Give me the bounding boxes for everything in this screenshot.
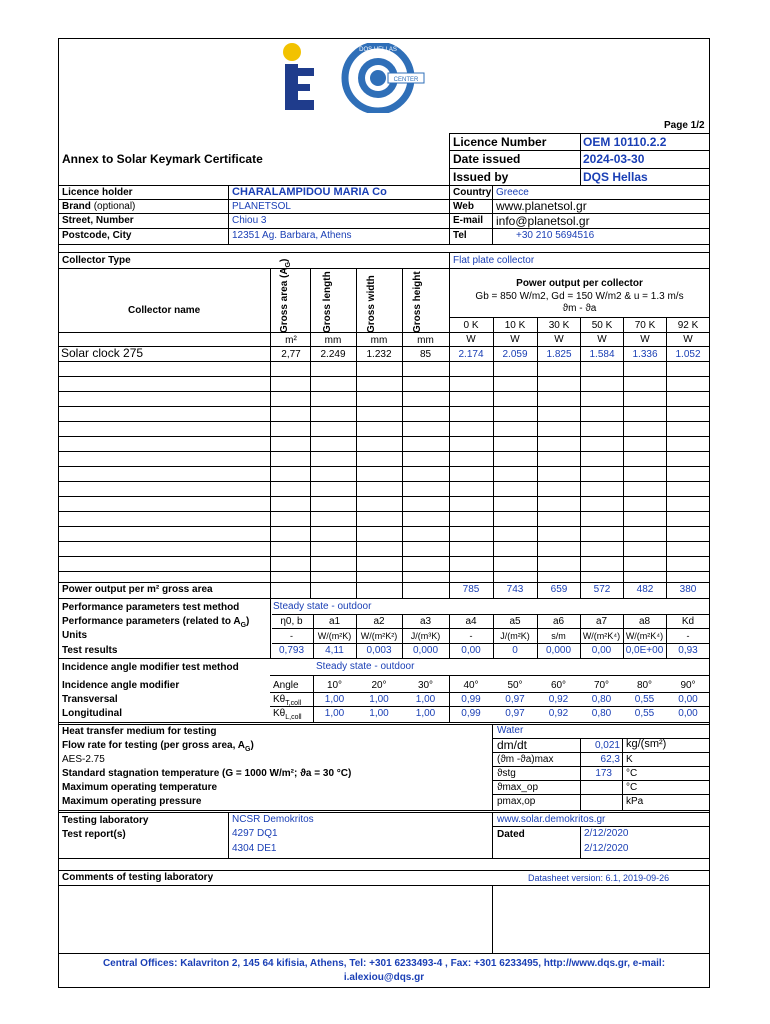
issued-by-label: Issued by: [453, 170, 509, 184]
temperature-unit: W: [510, 334, 520, 345]
performance-param-name: a8: [638, 616, 651, 627]
grid-line: [356, 614, 357, 658]
heat-medium-label: Heat transfer medium for testing: [62, 726, 217, 737]
max-press-label: Maximum operating pressure: [62, 796, 202, 807]
iam-transversal-value: 1,00: [415, 694, 436, 705]
temperature-unit: W: [554, 334, 564, 345]
iam-angle: 70°: [593, 680, 610, 691]
page-number: Page 1/2: [664, 120, 705, 131]
iam-longitudinal-value: 1,00: [324, 708, 345, 719]
iam-angle: 30°: [417, 680, 434, 691]
iam-method-label: Incidence angle modifier test method: [62, 662, 239, 673]
grid-line: [58, 526, 710, 527]
licence-holder-value: CHARALAMPIDOU MARIA Co: [232, 186, 387, 198]
performance-param-unit: J/(m²K): [500, 631, 530, 641]
iam-longitudinal-value: 0,99: [461, 708, 481, 719]
temperature-unit: W: [597, 334, 607, 345]
temperature-diff-header: 30 K: [548, 320, 570, 331]
grid-line: [537, 317, 538, 598]
performance-param-unit: -: [290, 631, 293, 641]
performance-param-unit: W/(m²K⁴): [582, 631, 621, 641]
grid-line: [58, 511, 710, 512]
brand-value: PLANETSOL: [232, 201, 291, 212]
gross-area-header: Gross area $(A_G)$: [279, 258, 292, 333]
temperature-diff-header: 92 K: [677, 320, 699, 331]
performance-param-result: 0,0E+00: [625, 645, 664, 656]
performance-param-result: 4,11: [325, 645, 344, 656]
licence-number-label: Licence Number: [453, 135, 547, 149]
max-temp-symbol: ϑmax_op: [497, 782, 539, 793]
max-press-unit: kPa: [626, 796, 644, 807]
iam-angle: 10°: [326, 680, 343, 691]
dqs-certification-logo: [330, 43, 426, 113]
ie-logo: [282, 42, 322, 112]
temperature-diff-header: 50 K: [591, 320, 613, 331]
collector-name-value: Solar clock 275: [61, 346, 144, 360]
grid-line: [493, 317, 494, 598]
temperature-diff-header: 0 K: [463, 320, 479, 331]
performance-param-name: a4: [465, 616, 477, 627]
street-label: Street, Number: [62, 215, 134, 226]
performance-param-result: 0,793: [278, 645, 305, 656]
country-value: Greece: [496, 187, 529, 198]
performance-param-name: a5: [509, 616, 521, 627]
unit-cell: mm: [417, 335, 434, 346]
temperature-diff-header: 10 K: [504, 320, 526, 331]
grid-line: [58, 436, 710, 437]
performance-param-unit: W/(m²K⁴): [625, 631, 664, 641]
aes-value: 62,3: [600, 754, 620, 765]
iam-longitudinal-value: 0,55: [634, 708, 655, 719]
gross-width-header: Gross width: [366, 275, 377, 333]
grid-line: [58, 571, 710, 572]
brand-optional-note: (optional): [93, 201, 136, 212]
gross-length-value: 2.249: [320, 349, 346, 360]
datasheet-version: Datasheet version: 6.1, 2019-09-26: [528, 873, 670, 883]
grid-line: [313, 614, 314, 658]
grid-line: [58, 582, 710, 583]
power-per-m2-value: 380: [679, 584, 697, 595]
iam-angle: 50°: [507, 680, 523, 691]
iam-transversal-value: 0,99: [461, 694, 481, 705]
performance-param-unit: J/(m³K): [410, 631, 441, 641]
flow-value: 0,021: [594, 740, 620, 751]
grid-line: [58, 346, 710, 347]
power-output-value: 1.336: [632, 349, 658, 360]
performance-related-label: Performance parameters (related to $A_G$): [62, 616, 250, 629]
grid-line: [58, 421, 710, 422]
grid-line: [58, 332, 710, 333]
licence-number-value: OEM 10110.2.2: [583, 135, 667, 149]
grid-line: [58, 376, 710, 377]
stagnation-unit: °C: [626, 768, 638, 779]
lab-value: NCSR Demokritos: [232, 814, 314, 825]
grid-line: [58, 406, 710, 407]
iam-angle: 20°: [371, 680, 387, 691]
collector-name-header: Collector name: [128, 305, 201, 316]
temperature-diff-header: 70 K: [634, 320, 656, 331]
grid-line: [270, 706, 710, 707]
grid-line: [58, 361, 710, 362]
power-per-m2-value: 785: [462, 584, 480, 595]
power-output-title: Power output per collector: [516, 278, 643, 289]
stagnation-label: Standard stagnation temperature (G = 1000 W/m²; ϑa = 30 °C): [62, 768, 352, 779]
performance-param-unit: W/(m²K²): [360, 631, 398, 641]
performance-units-label: Units: [62, 630, 87, 641]
iam-transversal-value: 0,80: [591, 694, 612, 705]
gross-height-value: 85: [419, 349, 432, 360]
max-temp-unit: °C: [626, 782, 638, 793]
aes-unit: K: [626, 754, 633, 765]
collector-type-value: Flat plate collector: [453, 255, 535, 266]
grid-line: [58, 496, 710, 497]
iam-longitudinal-value: 0,97: [505, 708, 525, 719]
performance-param-unit: W/(m²K): [317, 631, 352, 641]
performance-param-unit: -: [686, 631, 690, 641]
iam-angle: 80°: [636, 680, 653, 691]
page-title: Annex to Solar Keymark Certificate: [62, 152, 263, 166]
lab-label: Testing laboratory: [62, 815, 149, 826]
power-per-m2-label: Power output per m² gross area: [62, 584, 213, 595]
gross-area-value: 2,77: [281, 349, 301, 360]
report-2: 4304 DE1: [232, 843, 277, 854]
iam-longitudinal-value: 0,92: [548, 708, 569, 719]
iam-longitudinal-value: 0,80: [591, 708, 612, 719]
stagnation-symbol: ϑstg: [497, 768, 516, 779]
grid-line: [449, 268, 450, 598]
grid-line: [449, 675, 450, 722]
web-label: Web: [453, 201, 474, 212]
grid-line: [310, 268, 311, 598]
unit-cell: m²: [285, 335, 297, 346]
iam-transversal-value: 0,92: [548, 694, 569, 705]
performance-param-name: a2: [373, 616, 385, 627]
iam-transversal-value: 1,00: [369, 694, 389, 705]
iam-label: Incidence angle modifier: [62, 680, 180, 691]
logo-text: DQS HELLAS: [359, 47, 397, 53]
power-per-m2-value: 572: [593, 584, 611, 595]
stagnation-value: 173: [595, 768, 612, 779]
power-per-m2-value: 482: [636, 584, 654, 595]
tel-value: +30 210 5694516: [516, 230, 595, 241]
iam-longitudinal-value: 1,00: [415, 708, 436, 719]
performance-method-label: Performance parameters test method: [62, 602, 240, 613]
iam-angle: 90°: [680, 680, 696, 691]
grid-line: [623, 317, 624, 598]
performance-param-name: a1: [328, 616, 341, 627]
performance-param-name: η0, b: [280, 616, 303, 627]
postcode-value: 12351 Ag. Barbara, Athens: [232, 230, 352, 241]
transversal-label: Transversal: [62, 694, 118, 705]
performance-method-value: Steady state - outdoor: [273, 601, 372, 612]
unit-cell: mm: [370, 335, 388, 346]
temperature-unit: W: [466, 334, 476, 345]
collector-type-label: Collector Type: [62, 255, 131, 266]
grid-line: [449, 614, 450, 658]
gross-length-header: Gross length: [322, 271, 333, 333]
iam-longitudinal-value: 0,00: [678, 708, 698, 719]
gross-width-value: 1.232: [366, 349, 392, 360]
heat-medium-value: Water: [497, 725, 524, 736]
grid-line: [666, 317, 667, 598]
aes-symbol: (ϑm -ϑa)max: [497, 754, 554, 765]
reports-label: Test report(s): [62, 829, 126, 840]
iam-transversal-value: 0,55: [634, 694, 655, 705]
power-output-conditions: Gb = 850 W/m2, Gd = 150 W/m2 & u = 1.3 m/s: [475, 291, 684, 302]
report-date-1: 2/12/2020: [584, 828, 629, 839]
iam-longitudinal-value: 1,00: [369, 708, 389, 719]
grid-line: [58, 466, 710, 467]
power-output-value: 2.174: [458, 349, 484, 360]
iam-method-value: Steady state - outdoor: [316, 661, 415, 672]
performance-param-result: 0,000: [412, 645, 439, 656]
footer-email: i.alexiou@dqs.gr: [343, 972, 425, 983]
power-output-value: 2.059: [502, 349, 528, 360]
flow-unit: kg/(sm²): [626, 738, 667, 750]
max-press-symbol: pmax,op: [497, 796, 536, 807]
issued-by-value: DQS Hellas: [583, 170, 648, 184]
country-label: Country: [453, 187, 492, 198]
grid-line: [580, 614, 581, 658]
grid-line: [58, 481, 710, 482]
grid-line: [58, 391, 710, 392]
power-output-value: 1.584: [589, 349, 615, 360]
email-link[interactable]: info@planetsol.gr: [496, 214, 590, 228]
email-label: E-mail: [453, 215, 484, 226]
date-issued-label: Date issued: [453, 152, 521, 166]
web-link[interactable]: www.planetsol.gr: [496, 199, 587, 213]
grid-line: [402, 268, 403, 598]
performance-param-name: a7: [595, 616, 608, 627]
grid-line: [666, 614, 667, 658]
grid-line: [270, 268, 271, 598]
report-date-2: 2/12/2020: [584, 843, 629, 854]
performance-param-result: 0,00: [461, 645, 481, 656]
grid-line: [270, 692, 710, 693]
performance-param-result: 0: [512, 645, 518, 656]
date-issued-value: 2024-03-30: [583, 152, 645, 166]
performance-param-name: Kd: [681, 616, 695, 627]
power-output-value: 1.052: [675, 349, 701, 360]
performance-param-name: a3: [419, 616, 432, 627]
tel-label: Tel: [453, 230, 467, 241]
power-per-m2-value: 743: [506, 584, 524, 595]
svg-text:CENTER: CENTER: [393, 77, 419, 83]
grid-line: [58, 556, 710, 557]
performance-results-label: Test results: [62, 645, 118, 656]
iam-transversal-value: 1,00: [324, 694, 345, 705]
performance-param-result: 0,003: [366, 645, 392, 656]
unit-cell: mm: [324, 335, 342, 346]
kl-label: $K\theta_{L,coll}$: [273, 708, 302, 721]
temperature-unit: W: [683, 334, 693, 345]
report-1: 4297 DQ1: [232, 828, 278, 839]
grid-line: [493, 614, 494, 658]
angle-label: Angle: [273, 680, 299, 691]
grid-line: [272, 643, 710, 644]
iam-transversal-value: 0,97: [505, 694, 525, 705]
performance-param-unit: -: [469, 631, 473, 641]
flow-rate-label: Flow rate for testing (per gross area, $A_G$): [62, 740, 254, 753]
performance-param-result: 0,93: [678, 645, 698, 656]
postcode-label: Postcode, City: [62, 230, 132, 241]
street-value: Chiou 3: [232, 215, 267, 226]
dated-label: Dated: [497, 829, 525, 840]
grid-line: [356, 268, 357, 598]
grid-line: [580, 317, 581, 598]
iam-angle: 40°: [463, 680, 479, 691]
grid-line: [537, 614, 538, 658]
performance-param-result: 0,00: [591, 645, 612, 656]
kt-label: $K\theta_{T,coll}$: [273, 694, 302, 707]
flow-symbol: dm/dt: [497, 738, 528, 752]
grid-line: [58, 451, 710, 452]
aes-label: AES-2.75: [62, 754, 105, 765]
footer-line-1: Central Offices: Kalavriton 2, 145 64 kifisia, Athens, Tel: +301 6233493-4 , Fax: +301 6233495, http://www.dqs.gr, e-mail:: [102, 958, 666, 969]
grid-line: [402, 614, 403, 658]
power-output-value: 1.825: [546, 349, 572, 360]
longitudinal-label: Longitudinal: [62, 708, 122, 719]
temperature-unit: W: [640, 334, 650, 345]
comments-label: Comments of testing laboratory: [62, 872, 214, 883]
brand-label: Brand: [62, 201, 91, 212]
max-temp-label: Maximum operating temperature: [62, 782, 218, 793]
iam-transversal-value: 0,00: [678, 694, 698, 705]
power-output-delta: ϑm - ϑa: [562, 303, 597, 314]
power-per-m2-value: 659: [550, 584, 568, 595]
lab-web-link[interactable]: www.solar.demokritos.gr: [497, 814, 606, 825]
gross-height-header: Gross height: [412, 271, 423, 333]
grid-line: [58, 541, 710, 542]
grid-line: [272, 628, 710, 629]
licence-holder-label: Licence holder: [62, 187, 133, 198]
performance-param-result: 0,000: [545, 645, 572, 656]
iam-angle: 60°: [550, 680, 567, 691]
performance-param-unit: s/m: [551, 631, 566, 641]
performance-param-name: a6: [552, 616, 565, 627]
grid-line: [623, 614, 624, 658]
